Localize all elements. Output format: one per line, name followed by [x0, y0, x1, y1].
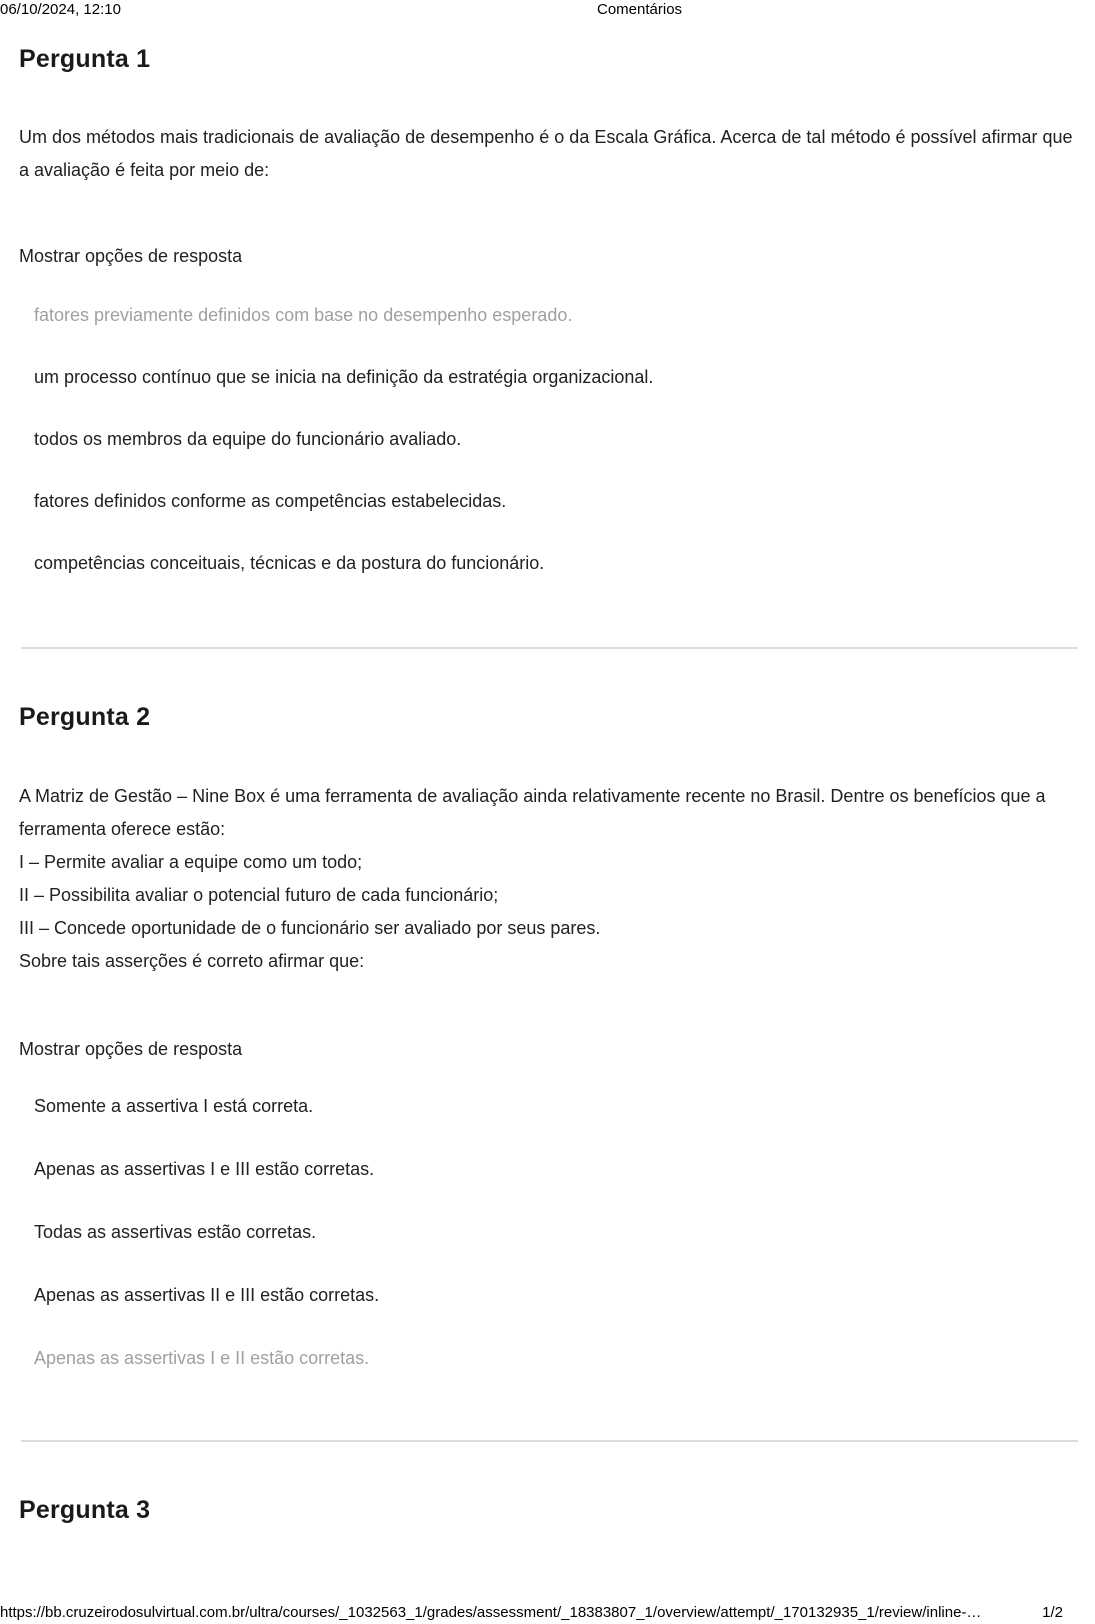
- question-divider: [21, 1440, 1078, 1442]
- question-text: [19, 780, 1081, 978]
- question-section-1: [19, 44, 1081, 580]
- page-number: 1/2: [1042, 1604, 1063, 1621]
- answer-option[interactable]: Somente a assertiva I está correta.: [34, 1096, 314, 1116]
- question-section-3: [19, 1495, 1081, 1525]
- answer-option[interactable]: Apenas as assertivas I e III estão corretas.: [34, 1159, 375, 1179]
- answer-options-list: [34, 1090, 1081, 1375]
- question-title: Pergunta 1: [19, 45, 151, 73]
- answer-option[interactable]: Todas as assertivas estão corretas.: [34, 1222, 317, 1242]
- print-header-datetime: 06/10/2024, 12:10: [0, 1, 121, 18]
- answer-option[interactable]: fatores definidos conforme as competências estabelecidas.: [34, 491, 507, 511]
- answer-options-list: [34, 299, 1081, 580]
- question-text-line: II – Possibilita avaliar o potencial futuro de cada funcionário;: [19, 885, 499, 905]
- answer-option[interactable]: Apenas as assertivas I e II estão corretas.: [34, 1348, 370, 1368]
- question-text-line: Um dos métodos mais tradicionais de avaliação de desempenho é o da Escala Gráfica. Acerca de tal método é possível afirmar que a avaliação é feita por meio de:: [19, 127, 1073, 180]
- answer-option[interactable]: Apenas as assertivas II e III estão corretas.: [34, 1285, 380, 1305]
- print-header-title: Comentários: [597, 1, 683, 18]
- show-answer-options-toggle[interactable]: Mostrar opções de resposta: [19, 1033, 242, 1066]
- answer-option[interactable]: competências conceituais, técnicas e da postura do funcionário.: [34, 553, 545, 573]
- question-section-2: [19, 702, 1081, 1375]
- question-text-line: III – Concede oportunidade de o funcionário ser avaliado por seus pares.: [19, 918, 601, 938]
- question-text: [19, 121, 1081, 187]
- answer-option[interactable]: fatores previamente definidos com base no desempenho esperado.: [34, 305, 573, 325]
- footer-url: https://bb.cruzeirodosulvirtual.com.br/ultra/courses/_1032563_1/grades/assessment/_18383807_1/overview/attempt/_170132935_1/review/inline-…: [0, 1604, 982, 1621]
- question-text-line: I – Permite avaliar a equipe como um todo;: [19, 852, 363, 872]
- show-answer-options-toggle[interactable]: Mostrar opções de resposta: [19, 240, 242, 273]
- question-title: Pergunta 2: [19, 703, 151, 731]
- answer-option[interactable]: todos os membros da equipe do funcionário avaliado.: [34, 429, 462, 449]
- question-divider: [21, 647, 1078, 649]
- question-text-line: Sobre tais asserções é correto afirmar que:: [19, 951, 365, 971]
- question-title: Pergunta 3: [19, 1496, 151, 1524]
- answer-option[interactable]: um processo contínuo que se inicia na definição da estratégia organizacional.: [34, 367, 654, 387]
- question-text-line: A Matriz de Gestão – Nine Box é uma ferramenta de avaliação ainda relativamente recente no Brasil. Dentre os benefícios que a ferramenta oferece estão:: [19, 786, 1046, 839]
